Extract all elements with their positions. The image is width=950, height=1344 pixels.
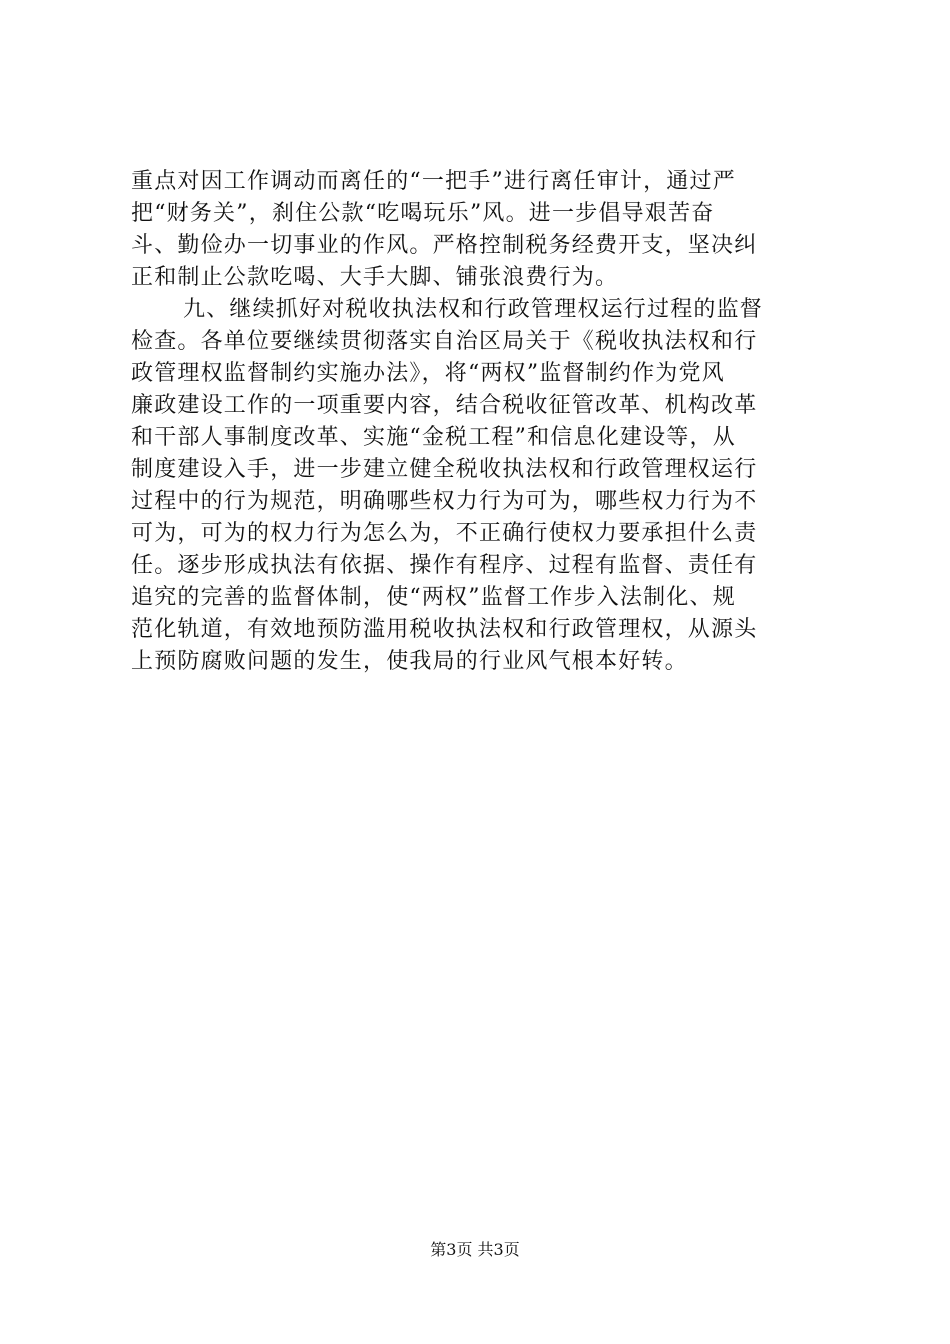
paragraph-start-line: 九、继续抓好对税收执法权和行政管理权运行过程的监督	[183, 297, 764, 322]
text-line: 斗、勤俭办一切事业的作风。严格控制税务经费开支，坚决纠	[131, 233, 758, 258]
text-line: 范化轨道，有效地预防滥用税收执法权和行政管理权，从源头	[131, 617, 758, 642]
text-line: 过程中的行为规范，明确哪些权力行为可为，哪些权力行为不	[131, 489, 758, 514]
text-line: 追究的完善的监督体制，使“两权”监督工作步入法制化、规	[131, 585, 736, 610]
text-line: 制度建设入手，进一步建立健全税收执法权和行政管理权运行	[131, 457, 758, 482]
document-body	[131, 166, 831, 678]
text-line: 廉政建设工作的一项重要内容，结合税收征管改革、机构改革	[131, 393, 758, 418]
page-number-footer: 第3页 共3页	[430, 1240, 520, 1259]
text-line: 重点对因工作调动而离任的“一把手”进行离任审计，通过严	[131, 169, 736, 194]
text-line: 上预防腐败问题的发生，使我局的行业风气根本好转。	[131, 649, 688, 674]
text-line: 和干部人事制度改革、实施“金税工程”和信息化建设等，从	[131, 425, 736, 450]
text-line: 把“财务关”，刹住公款“吃喝玩乐”风。进一步倡导艰苦奋	[131, 201, 715, 226]
text-line: 正和制止公款吃喝、大手大脚、铺张浪费行为。	[131, 265, 619, 290]
text-line: 检查。各单位要继续贯彻落实自治区局关于《税收执法权和行	[131, 329, 758, 354]
text-line: 政管理权监督制约实施办法》，将“两权”监督制约作为党风	[131, 361, 725, 386]
text-line: 任。逐步形成执法有依据、操作有程序、过程有监督、责任有	[131, 553, 758, 578]
text-line: 可为，可为的权力行为怎么为，不正确行使权力要承担什么责	[131, 521, 758, 546]
